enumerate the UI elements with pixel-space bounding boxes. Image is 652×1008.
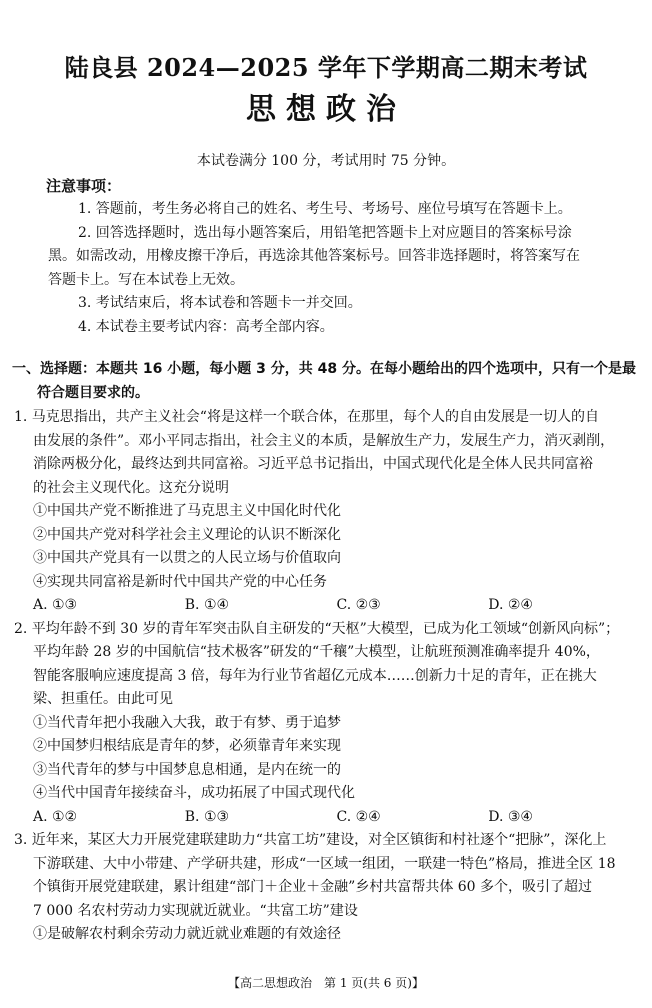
question-option: ④当代中国青年接续奋斗，成功拓展了中国式现代化 xyxy=(33,785,355,801)
notice-list xyxy=(48,198,608,339)
choice-a: A. ①③ xyxy=(33,597,78,613)
question-stem-line: 消除两极分化，最终达到共同富裕。习近平总书记指出，中国式现代化是全体人民共同富裕 xyxy=(33,456,593,472)
notice-heading: 注意事项： xyxy=(46,177,122,195)
question-stem-line: 1. 马克思指出，共产主义社会“将是这样一个联合体，在那里，每个人的自由发展是一切人的自 xyxy=(14,409,599,425)
question-stem-line: 个镇街开展党建联建，累计组建“部门＋企业＋金融”乡村共富帮共体 60 多个，吸引了超过 xyxy=(33,879,593,895)
question-stem-line: 7 000 名农村劳动力实现就近就业。“共富工坊”建设 xyxy=(33,902,358,919)
question-stem-line: 梁、担重任。由此可见 xyxy=(33,691,173,707)
question-2 xyxy=(14,618,640,830)
choice-a: A. ①② xyxy=(33,808,78,825)
question-list xyxy=(14,406,640,947)
choice-b: B. ①③ xyxy=(184,808,230,825)
question-option: ①是破解农村剩余劳动力就近就业难题的有效途径 xyxy=(33,926,341,942)
question-stem-line: 下游联建、大中小带建、产学研共建，形成“一区域一组团，一联建一特色”格局，推进全区 18 xyxy=(33,855,616,872)
question-stem-line: 平均年龄 28 岁的中国航信“技术极客”研发的“千穰”大模型，让航班预测准确率提升 40%， xyxy=(33,644,600,660)
exam-title: 陆良县 2024—2025 学年下学期高二期末考试 xyxy=(64,53,588,82)
question-3 xyxy=(14,829,640,947)
answer-choices xyxy=(14,594,640,618)
exam-subtitle: 本试卷满分 100 分，考试用时 75 分钟。 xyxy=(196,153,456,169)
question-stem-line: 3. 近年来，某区大力开展党建联建助力“共富工坊”建设，对全区镇街和村社逐个“把脉”，深化上 xyxy=(14,832,607,848)
question-stem-line: 由发展的条件”。邓小平同志指出，社会主义的本质，是解放生产力，发展生产力，消灭剥削， xyxy=(33,432,615,449)
subject-title: 思想政治 xyxy=(246,92,406,127)
question-1 xyxy=(14,406,640,618)
question-stem-line: 2. 平均年龄不到 30 岁的青年军突击队自主研发的“天枢”大模型，已成为化工领域“创新风向标”； xyxy=(14,620,620,637)
section-heading-line: 符合题目要求的。 xyxy=(37,384,149,401)
question-option: ④实现共同富裕是新时代中国共产党的中心任务 xyxy=(33,573,327,590)
question-option: ①中国共产党不断推进了马克思主义中国化时代化 xyxy=(33,503,341,519)
choice-d: D. ③④ xyxy=(488,808,533,825)
notice-item-continued: 答题卡上。写在本试卷上无效。 xyxy=(48,271,244,288)
notice-item-continued: 黑。如需改动，用橡皮擦干净后，再选涂其他答案标号。回答非选择题时，将答案写在 xyxy=(48,248,580,264)
question-option: ②中国共产党对科学社会主义理论的认识不断深化 xyxy=(33,526,341,543)
section-heading-line: 一、选择题：本题共 16 小题，每小题 3 分，共 48 分。在每小题给出的四个选项中，只有一个是最 xyxy=(12,361,636,377)
question-option: ②中国梦归根结底是青年的梦，必须靠青年来实现 xyxy=(33,738,341,754)
choice-c: C. ②③ xyxy=(336,597,381,613)
choice-c: C. ②④ xyxy=(336,808,381,825)
question-stem-line: 智能客服响应速度提高 3 倍，每年为行业节省超亿元成本……创新力十足的青年，正在挑大 xyxy=(33,667,597,684)
question-option: ③当代青年的梦与中国梦息息相通，是内在统一的 xyxy=(33,761,341,778)
notice-item: 1. 答题前，考生务必将自己的姓名、考生号、考场号、座位号填写在答题卡上。 xyxy=(78,201,572,217)
choice-b: B. ①④ xyxy=(184,597,230,613)
choice-d: D. ②④ xyxy=(488,597,533,613)
question-stem-line: 的社会主义现代化。这充分说明 xyxy=(33,479,229,496)
section-heading xyxy=(12,358,640,405)
answer-choices xyxy=(14,806,640,830)
notice-item: 4. 本试卷主要考试内容：高考全部内容。 xyxy=(78,318,334,335)
question-option: ①当代青年把小我融入大我，敢于有梦、勇于追梦 xyxy=(33,714,341,731)
page-footer: 【高二思想政治 第 1 页(共 6 页)】 xyxy=(228,976,424,990)
notice-item: 2. 回答选择题时，选出每小题答案后，用铅笔把答题卡上对应题目的答案标号涂 xyxy=(78,224,572,241)
notice-item: 3. 考试结束后，将本试卷和答题卡一并交回。 xyxy=(78,295,362,311)
question-option: ③中国共产党具有一以贯之的人民立场与价值取向 xyxy=(33,550,341,566)
